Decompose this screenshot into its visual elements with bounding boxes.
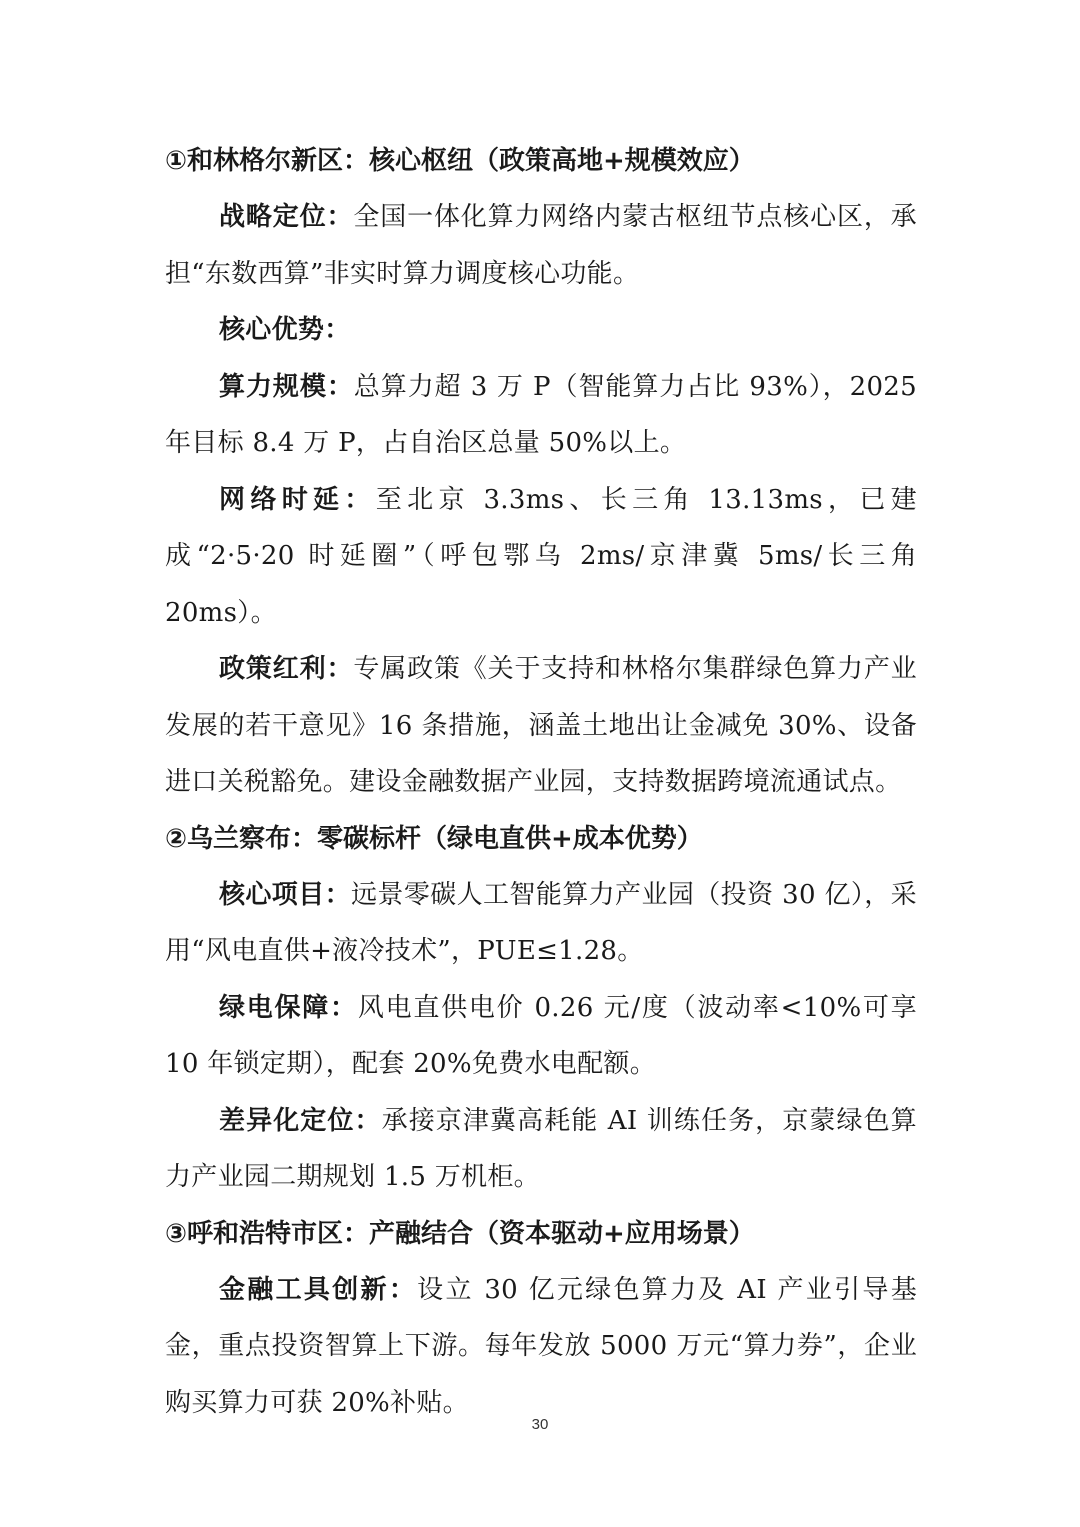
paragraph-core-project	[165, 867, 917, 980]
section-huhehaote	[165, 1206, 917, 1432]
page-content	[165, 133, 917, 1431]
paragraph-label: 核心项目：	[219, 879, 352, 910]
paragraph-text: 总算力超 3 万 P（智能算力占比 93%），2025 年目标 8.4 万 P，占自治区总量 50%以上。	[165, 371, 917, 458]
paragraph-text: 远景零碳人工智能算力产业园（投资 30 亿），采用“风电直供+液冷技术”，PUE≤1.28。	[165, 879, 917, 966]
paragraph-green-power	[165, 980, 917, 1093]
paragraph-label: 战略定位：	[219, 202, 354, 232]
paragraph-text: 专属政策《关于支持和林格尔集群绿色算力产业发展的若干意见》16 条措施，涵盖土地出让金减免 30%、设备进口关税豁免。建设金融数据产业园，支持数据跨境流通试点。	[165, 654, 917, 797]
paragraph-label: 网络时延：	[219, 484, 376, 515]
section-helingeer	[165, 133, 917, 811]
paragraph-network-latency	[165, 472, 917, 642]
paragraph-label: 政策红利：	[219, 654, 354, 684]
paragraph-text: 至北京 3.3ms、长三角 13.13ms，已建成“2·5·20 时延圈”（呼包鄂乌 2ms/京津冀 5ms/长三角 20ms）。	[165, 484, 917, 628]
section-heading: ②乌兰察布：零碳标杆（绿电直供+成本优势）	[165, 823, 703, 854]
paragraph-label: 算力规模：	[219, 371, 354, 402]
paragraph-label: 差异化定位：	[219, 1105, 382, 1136]
paragraph-financial-tools	[165, 1262, 917, 1432]
page-number: 30	[531, 1416, 549, 1433]
paragraph-core-advantages	[165, 302, 917, 359]
paragraph-label: 绿电保障：	[219, 992, 358, 1023]
paragraph-policy-dividend	[165, 641, 917, 811]
paragraph-text: 全国一体化算力网络内蒙古枢纽节点核心区，承担“东数西算”非实时算力调度核心功能。	[165, 202, 917, 289]
paragraph-compute-scale	[165, 359, 917, 472]
paragraph-differentiation	[165, 1093, 917, 1206]
section-heading: ①和林格尔新区：核心枢纽（政策高地+规模效应）	[165, 146, 755, 176]
paragraph-text: 风电直供电价 0.26 元/度（波动率<10%可享 10 年锁定期），配套 20%免费水电配额。	[165, 992, 917, 1079]
paragraph-text: 承接京津冀高耗能 AI 训练任务，京蒙绿色算力产业园二期规划 1.5 万机柜。	[165, 1105, 917, 1192]
paragraph-label: 核心优势：	[219, 315, 351, 345]
paragraph-text: 设立 30 亿元绿色算力及 AI 产业引导基金，重点投资智算上下游。每年发放 5000 万元“算力券”，企业购买算力可获 20%补贴。	[165, 1274, 917, 1418]
section-heading: ③呼和浩特市区：产融结合（资本驱动+应用场景）	[165, 1218, 755, 1249]
section-wulanchabu	[165, 811, 917, 1206]
paragraph-label: 金融工具创新：	[219, 1274, 418, 1305]
paragraph-strategic-positioning	[165, 189, 917, 302]
